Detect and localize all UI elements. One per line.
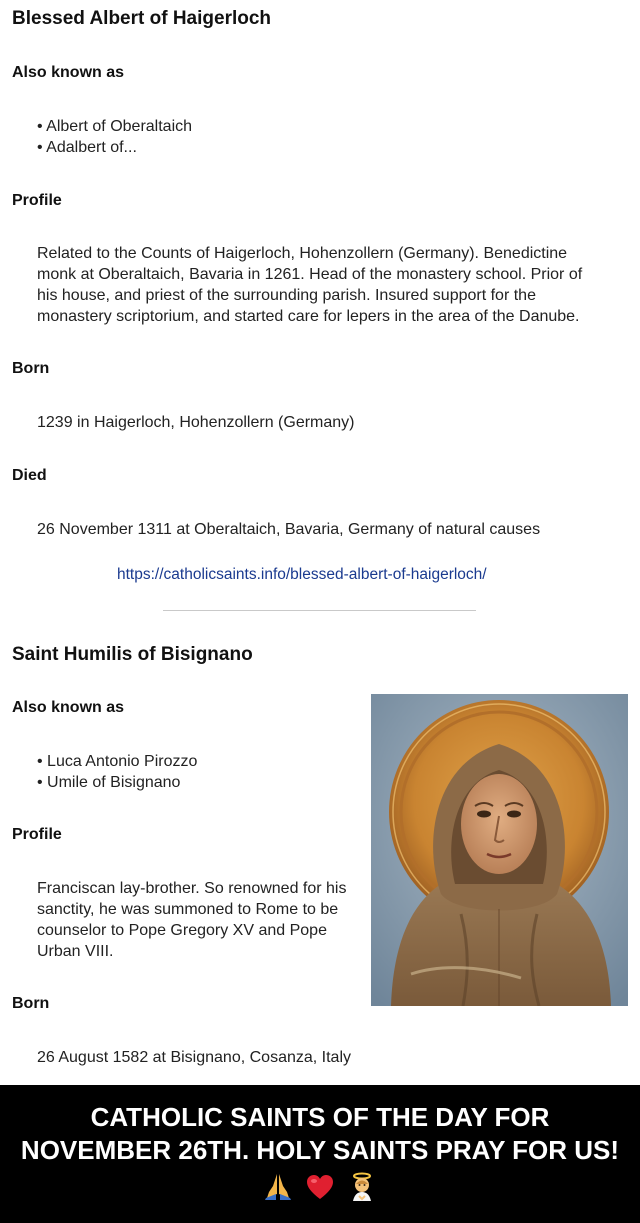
saint2-aka-item: • Umile of Bisignano bbox=[37, 774, 181, 791]
saint1-aka-item: • Albert of Oberaltaich bbox=[37, 118, 193, 135]
saint2-profile-line: Franciscan lay-brother. So renowned for his bbox=[37, 880, 347, 897]
saint2-aka-heading: Also known as bbox=[12, 699, 125, 716]
saint1-profile-line: Related to the Counts of Haigerloch, Hohenzollern (Germany). Benedictine bbox=[37, 245, 568, 262]
saint2-profile-heading: Profile bbox=[12, 826, 62, 843]
emoji-row bbox=[0, 1172, 640, 1206]
praying-hands-icon bbox=[263, 1172, 293, 1202]
caption-banner bbox=[0, 1085, 640, 1223]
saint2-title: Saint Humilis of Bisignano bbox=[12, 644, 253, 665]
red-heart-icon bbox=[305, 1172, 335, 1202]
caption-line-2: NOVEMBER 26TH. HOLY SAINTS PRAY FOR US! bbox=[20, 1135, 620, 1165]
saint-portrait-image bbox=[371, 694, 628, 1006]
saint2-profile-line: sanctity, he was summoned to Rome to be bbox=[37, 901, 339, 918]
saint2-profile-line: Urban VIII. bbox=[37, 943, 114, 960]
saint1-source-link[interactable]: https://catholicsaints.info/blessed-albert-of-haigerloch/ bbox=[117, 566, 487, 583]
saint1-aka-item: • Adalbert of... bbox=[37, 139, 137, 156]
saint1-died-heading: Died bbox=[12, 467, 47, 484]
saint1-profile-line: monastery scriptorium, and started care for lepers in the area of the Danube. bbox=[37, 308, 580, 325]
saint1-born-heading: Born bbox=[12, 360, 50, 377]
saint1-aka-heading: Also known as bbox=[12, 64, 125, 81]
saint1-died-text: 26 November 1311 at Oberaltaich, Bavaria, Germany of natural causes bbox=[37, 521, 541, 538]
saint1-profile-line: monk at Oberaltaich, Bavaria in 1261. Head of the monastery school. Prior of bbox=[37, 266, 583, 283]
saint1-profile-line: his house, and priest of the surrounding parish. Insured support for the bbox=[37, 287, 536, 304]
caption-line-1: CATHOLIC SAINTS OF THE DAY FOR bbox=[90, 1102, 550, 1132]
saint2-born-heading: Born bbox=[12, 995, 50, 1012]
section-divider bbox=[163, 610, 476, 611]
saint1-profile-heading: Profile bbox=[12, 192, 62, 209]
saint1-title: Blessed Albert of Haigerloch bbox=[12, 8, 272, 29]
caption-text bbox=[0, 1101, 640, 1167]
saint2-aka-item: • Luca Antonio Pirozzo bbox=[37, 753, 198, 770]
saint2-profile-line: counselor to Pope Gregory XV and Pope bbox=[37, 922, 327, 939]
saint2-born-text: 26 August 1582 at Bisignano, Cosanza, Italy bbox=[37, 1049, 351, 1066]
baby-angel-icon bbox=[347, 1172, 377, 1202]
saint1-born-text: 1239 in Haigerloch, Hohenzollern (Germany) bbox=[37, 414, 355, 431]
